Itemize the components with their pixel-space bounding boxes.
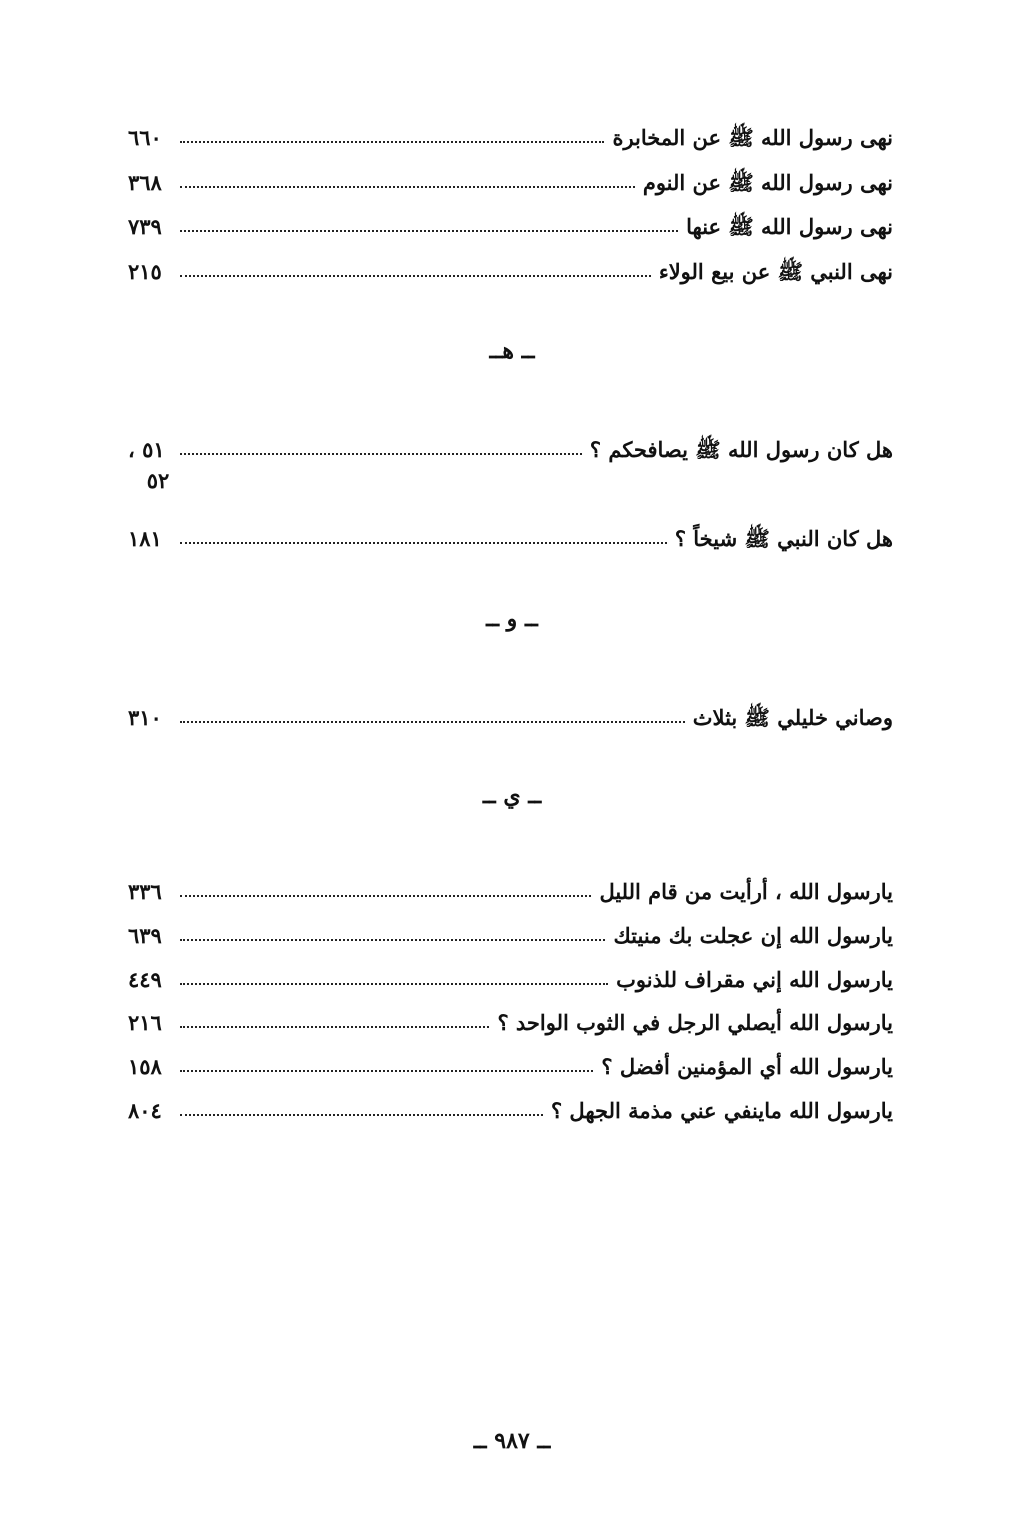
index-entry	[128, 199, 893, 239]
dot-leader	[180, 720, 685, 723]
index-entry	[128, 1039, 893, 1079]
entry-title: هل كان رسول الله ﷺ يصافحكم ؟	[589, 436, 893, 462]
entry-title: يارسول الله إن عجلت بك منيتك	[613, 922, 893, 948]
page-number: ــ ٩٨٧ ــ	[473, 1428, 551, 1454]
entry-page-number: ٣٣٦	[128, 878, 162, 904]
index-entry	[128, 110, 893, 150]
entry-title: وصاني خليلي ﷺ بثلاث	[692, 704, 893, 730]
index-entry	[128, 908, 893, 948]
dot-leader	[180, 982, 608, 985]
section-heading-waw: ــ و ــ	[486, 606, 538, 632]
dot-leader	[180, 140, 604, 143]
index-entry	[128, 511, 893, 551]
entry-title: نهى النبي ﷺ عن بيع الولاء	[658, 258, 893, 284]
entry-page-number: ٣١٠	[128, 704, 162, 730]
dot-leader	[180, 1069, 593, 1072]
dot-leader	[180, 1025, 489, 1028]
index-entry	[128, 864, 893, 904]
entry-page-number: ٦٦٠	[128, 124, 162, 150]
entry-title: نهى رسول الله ﷺ عن المخابرة	[612, 124, 893, 150]
entry-page-number: ١٨١	[128, 525, 162, 551]
entry-page-number: ٧٣٩	[128, 213, 162, 239]
entry-page-continuation: ٥٢	[146, 468, 170, 493]
entry-title: يارسول الله أي المؤمنين أفضل ؟	[601, 1053, 893, 1079]
index-entry	[128, 952, 893, 992]
dot-leader	[180, 185, 635, 188]
dot-leader	[180, 938, 605, 941]
dot-leader	[180, 894, 591, 897]
index-entry	[128, 995, 893, 1035]
index-entry	[128, 690, 893, 730]
entry-page-number: ١٥٨	[128, 1053, 162, 1079]
index-entry	[128, 422, 893, 462]
entry-page-number: ٣٦٨	[128, 169, 162, 195]
entry-page-number: ٦٣٩	[128, 922, 162, 948]
index-entry	[128, 155, 893, 195]
entry-title: نهى رسول الله ﷺ عنها	[686, 213, 893, 239]
section-heading-ya: ــ ي ــ	[482, 783, 542, 809]
dot-leader	[180, 452, 582, 455]
section-heading-ha: ــ هــ	[489, 338, 535, 364]
entry-page-number: ٤٤٩	[128, 966, 162, 992]
index-entry	[128, 1083, 893, 1123]
dot-leader	[180, 1113, 543, 1116]
entry-title: نهى رسول الله ﷺ عن النوم	[642, 169, 893, 195]
entry-page-number: ٢١٦	[128, 1009, 162, 1035]
entry-title: يارسول الله أيصلي الرجل في الثوب الواحد ؟	[497, 1009, 893, 1035]
entry-page-number: ٥١ ،	[128, 436, 165, 462]
entry-page-number: ٨٠٤	[128, 1097, 162, 1123]
index-entry	[128, 244, 893, 284]
entry-title: يارسول الله ، أرأيت من قام الليل	[599, 878, 893, 904]
entry-title: يارسول الله ماينفي عني مذمة الجهل ؟	[550, 1097, 893, 1123]
dot-leader	[180, 274, 651, 277]
dot-leader	[180, 541, 667, 544]
entry-title: هل كان النبي ﷺ شيخاً ؟	[674, 525, 893, 551]
entry-page-number: ٢١٥	[128, 258, 162, 284]
entry-title: يارسول الله إني مقراف للذنوب	[616, 966, 893, 992]
dot-leader	[180, 229, 678, 232]
